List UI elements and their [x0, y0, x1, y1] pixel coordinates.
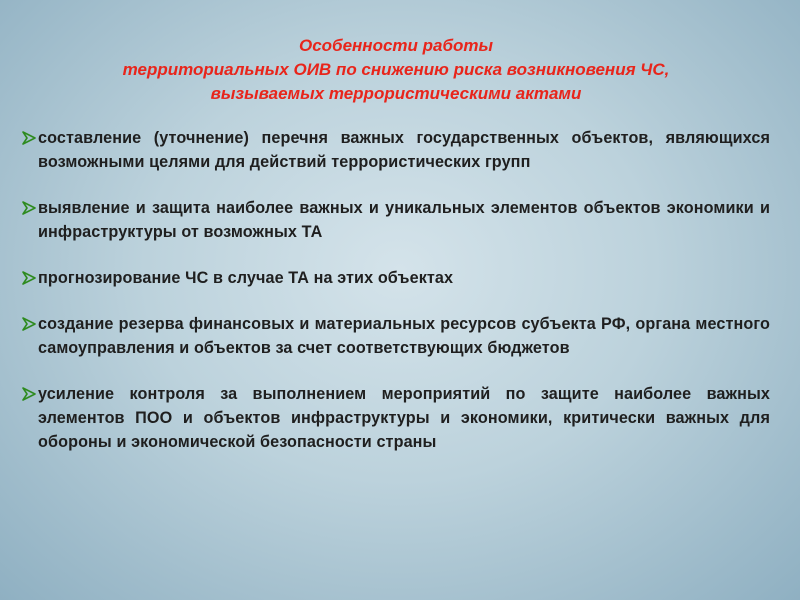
arrowhead-icon [22, 271, 36, 285]
bullet-item [22, 312, 770, 360]
bullet-item [22, 196, 770, 244]
title-line-2: территориальных ОИВ по снижению риска возникновения ЧС, [122, 60, 670, 79]
bullet-item [22, 382, 770, 454]
bullet-text: прогнозирование ЧС в случае ТА на этих объектах [38, 269, 454, 287]
arrowhead-icon [22, 317, 36, 331]
title-line-3: вызываемых террористическими актами [210, 84, 582, 103]
bullet-item [22, 266, 770, 290]
arrowhead-icon [22, 387, 36, 401]
bullet-list [22, 126, 770, 454]
bullet-text: составление (уточнение) перечня важных государственных объектов, являющихся возможными целями для действий террористических групп [38, 129, 770, 171]
bullet-text: выявление и защита наиболее важных и уникальных элементов объектов экономики и инфраструктуры от возможных ТА [38, 199, 770, 241]
slide-title [22, 34, 770, 106]
arrowhead-icon [22, 131, 36, 145]
arrowhead-icon [22, 201, 36, 215]
title-line-1: Особенности работы [298, 36, 494, 55]
bullet-item [22, 126, 770, 174]
bullet-text: создание резерва финансовых и материальных ресурсов субъекта РФ, органа местного самоуправления и объектов за счет соответствующих бюджетов [38, 315, 770, 357]
bullet-text: усиление контроля за выполнением мероприятий по защите наиболее важных элементов ПОО и объектов инфраструктуры и экономики, критически важных для обороны и экономической безопасности страны [38, 385, 770, 451]
